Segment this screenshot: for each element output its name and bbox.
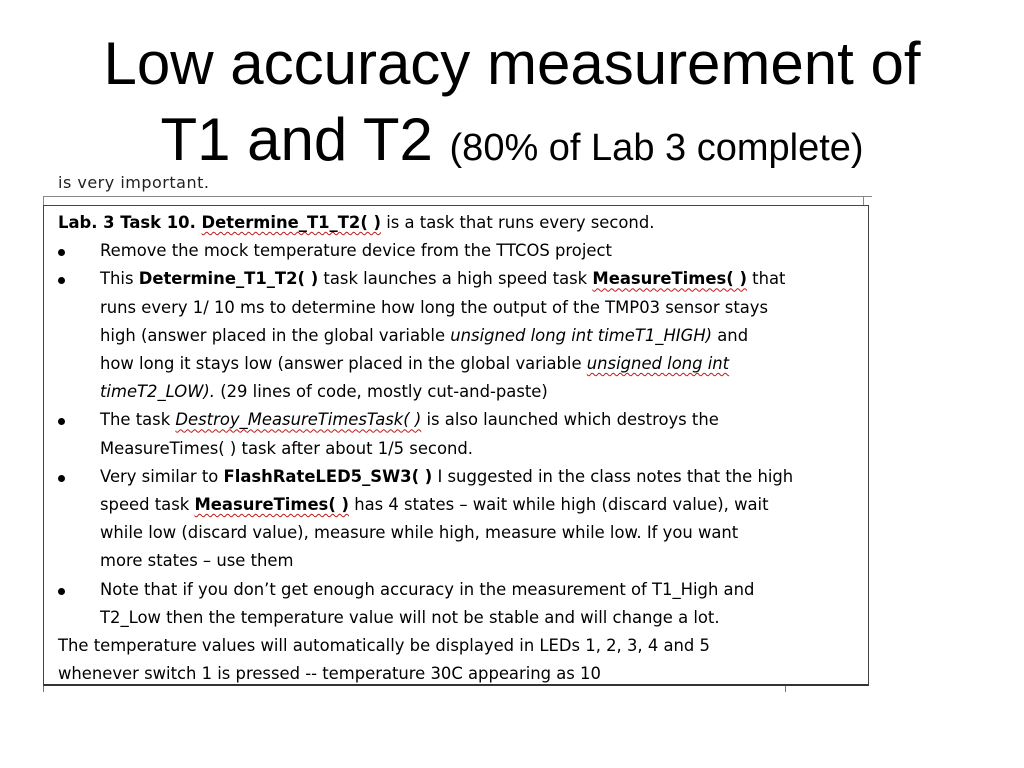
bullet-item <box>58 406 858 462</box>
bullet-line <box>100 265 858 293</box>
bullet-line: MeasureTimes( ) task after about 1/5 second. <box>100 438 473 458</box>
bullet-line <box>100 491 858 519</box>
bullet-item <box>58 237 858 265</box>
task-header-rest: is a task that runs every second. <box>381 213 655 232</box>
frame-bottom-left-tick <box>43 686 44 692</box>
text-run: is also launched which destroys the <box>421 410 719 430</box>
bullet-line: more states – use them <box>100 551 294 571</box>
cropped-text-fragment <box>58 173 378 200</box>
text-run: task launches a high speed task <box>318 269 593 289</box>
text-run: high (answer placed in the global variable <box>100 325 451 345</box>
footer-line: whenever switch 1 is pressed -- temperature 30C appearing as 10 <box>58 664 601 684</box>
task-function: Determine_T1_T2( ) <box>201 213 382 232</box>
bullet-icon <box>58 249 65 256</box>
bullet-item <box>58 463 858 576</box>
task-header <box>58 209 858 237</box>
text-run: Very similar to <box>100 466 224 486</box>
variable-name: unsigned long int <box>586 354 730 374</box>
frame-top-rule <box>43 196 872 197</box>
text-run: (29 lines of code, mostly cut-and-paste) <box>215 382 548 402</box>
bullet-line: runs every 1/ 10 ms to determine how long the output of the TMP03 sensor stays <box>100 297 769 317</box>
text-run: has 4 states – wait while high (discard value), wait <box>349 495 769 515</box>
bullet-icon <box>58 418 65 425</box>
bullet-icon <box>58 277 65 284</box>
text-run: speed task <box>100 495 195 515</box>
text-run: and <box>712 325 749 345</box>
text-run: This <box>100 269 139 289</box>
text-run: how long it stays low (answer placed in the global variable <box>100 354 587 374</box>
function-name: FlashRateLED5_SW3( ) <box>223 466 433 486</box>
title-subtitle: (80% of Lab 3 complete) <box>449 127 864 169</box>
bullet-line <box>100 463 858 491</box>
bullet-text: Remove the mock temperature device from the TTCOS project <box>100 241 612 261</box>
variable-name: unsigned long int timeT1_HIGH) <box>450 325 713 345</box>
bullet-item <box>58 265 858 406</box>
function-name: Determine_T1_T2( ) <box>138 269 319 289</box>
bullet-line: Note that if you don’t get enough accuracy in the measurement of T1_High and <box>100 579 755 599</box>
bullet-line <box>100 406 858 434</box>
task-label: Lab. 3 Task 10. <box>58 213 202 232</box>
text-run: I suggested in the class notes that the high <box>432 466 794 486</box>
function-name: Destroy_MeasureTimesTask( ) <box>175 410 422 430</box>
footer-line: The temperature values will automatically be displayed in LEDs 1, 2, 3, 4 and 5 <box>58 636 710 656</box>
function-name: MeasureTimes( ) <box>592 269 747 289</box>
bullet-line: while low (discard value), measure while high, measure while low. If you want <box>100 523 739 543</box>
function-name: MeasureTimes( ) <box>194 495 350 515</box>
frame-bottom-right-tick <box>785 686 786 692</box>
title-line-1: Low accuracy measurement of <box>103 30 921 97</box>
bullet-line <box>100 378 858 406</box>
cropped-text: is very important. <box>58 173 210 192</box>
variable-name: timeT2_LOW). <box>100 382 216 402</box>
bullet-line: T2_Low then the temperature value will not be stable and will change a lot. <box>100 607 720 627</box>
slide-title <box>0 26 1024 186</box>
bullet-icon <box>58 588 65 595</box>
text-run: that <box>746 269 786 289</box>
bullet-item <box>58 576 858 632</box>
bullet-icon <box>58 475 65 482</box>
bullet-line <box>100 350 858 378</box>
bullet-line <box>100 322 858 350</box>
title-main: T1 and T2 <box>160 106 450 173</box>
document-excerpt <box>43 205 869 686</box>
text-run: The task <box>100 410 176 430</box>
